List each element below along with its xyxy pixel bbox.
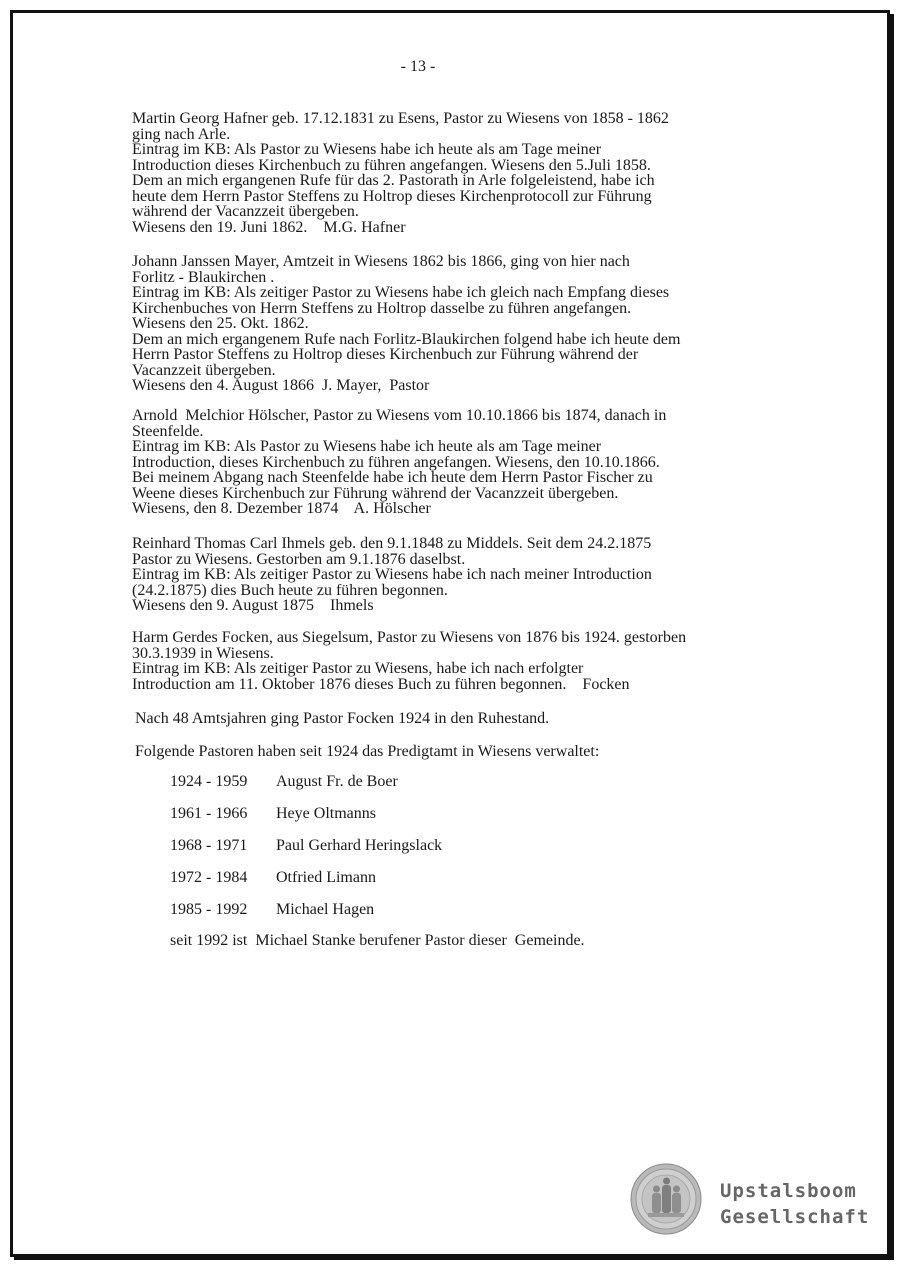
entry-hafner: Martin Georg Hafner geb. 17.12.1831 zu Esens, Pastor zu Wiesens von 1858 - 1862 ging nach Arle. Eintrag im KB: Als Pastor zu Wiesens habe ich heute als am Tage meiner Introduction dieses Kirchenbuch zu führen angefangen. Wiesens den 5.Juli 1858. Dem an mich ergangenen Rufe für das 2. Pastorath in Arle folgeleistend, habe ich heute dem Herrn Pastor Steffens zu Holtrop dieses Kirchenprotocoll zur Führung während der Vacanzzeit übergeben. Wiesens den 19. Juni 1862. M.G. Hafner <box>132 110 669 236</box>
list-item: 1924 - 1959 August Fr. de Boer <box>170 773 398 790</box>
list-item: 1985 - 1992 Michael Hagen <box>170 901 375 918</box>
entry-focken: Harm Gerdes Focken, aus Siegelsum, Pastor zu Wiesens von 1876 bis 1924. gestorben 30.3.1939 in Wiesens. Eintrag im KB: Als zeitiger Pastor zu Wiesens, habe ich nach erfolgter Introduction am 11. Oktober 1876 dieses Buch zu führen begonnen. Focken <box>132 629 687 693</box>
seal-logo-icon <box>630 1163 702 1235</box>
entry-hoelscher: Arnold Melchior Hölscher, Pastor zu Wiesens vom 10.10.1866 bis 1874, danach in Steenfelde. Eintrag im KB: Als Pastor zu Wiesens habe ich heute als am Tage meiner Introduction, dieses Kirchenbuch zu führen angefangen. Wiesens, den 10.10.1866. Bei meinem Abgang nach Steenfelde habe ich heute dem Herrn Pastor Fischer zu Weene dieses Kirchenbuch zur Führung während der Vacanzzeit übergeben. Wiesens, den 8. Dezember 1874 A. Hölscher <box>132 407 667 517</box>
society-wordmark: Upstalsboom Gesellschaft <box>720 1180 870 1228</box>
entry-ihmels: Reinhard Thomas Carl Ihmels geb. den 9.1.1848 zu Middels. Seit dem 24.2.1875 Pastor zu Wiesens. Gestorben am 9.1.1876 daselbst. Eintrag im KB: Als zeitiger Pastor zu Wiesens habe ich nach meiner Introduction (24.2.1875) dies Buch heute zu führen begonnen. Wiesens den 9. August 1875 Ihmels <box>132 535 652 614</box>
page-number: - 13 - <box>400 58 436 75</box>
retirement-note: Nach 48 Amtsjahren ging Pastor Focken 1924 in den Ruhestand. <box>135 710 550 727</box>
current-pastor-note: seit 1992 ist Michael Stanke berufener Pastor dieser Gemeinde. <box>170 932 585 949</box>
pastor-list-intro: Folgende Pastoren haben seit 1924 das Predigtamt in Wiesens verwaltet: <box>135 743 600 760</box>
list-item: 1968 - 1971 Paul Gerhard Heringslack <box>170 837 443 854</box>
entry-mayer: Johann Janssen Mayer, Amtzeit in Wiesens 1862 bis 1866, ging von hier nach Forlitz - Blaukirchen . Eintrag im KB: Als zeitiger Pastor zu Wiesens habe ich gleich nach Empfang dieses Kirchenbuches von Herrn Steffens zu Holtrop dasselbe zu führen angefangen. Wiesens den 25. Okt. 1862. Dem an mich ergangenem Rufe nach Forlitz-Blaukirchen folgend habe ich heute dem Herrn Pastor Steffens zu Holtrop dieses Kirchenbuch zur Führung während der Vacanzzeit übergeben. Wiesens den 4. August 1866 J. Mayer, Pastor <box>132 253 681 394</box>
list-item: 1961 - 1966 Heye Oltmanns <box>170 805 376 822</box>
list-item: 1972 - 1984 Otfried Limann <box>170 869 376 886</box>
